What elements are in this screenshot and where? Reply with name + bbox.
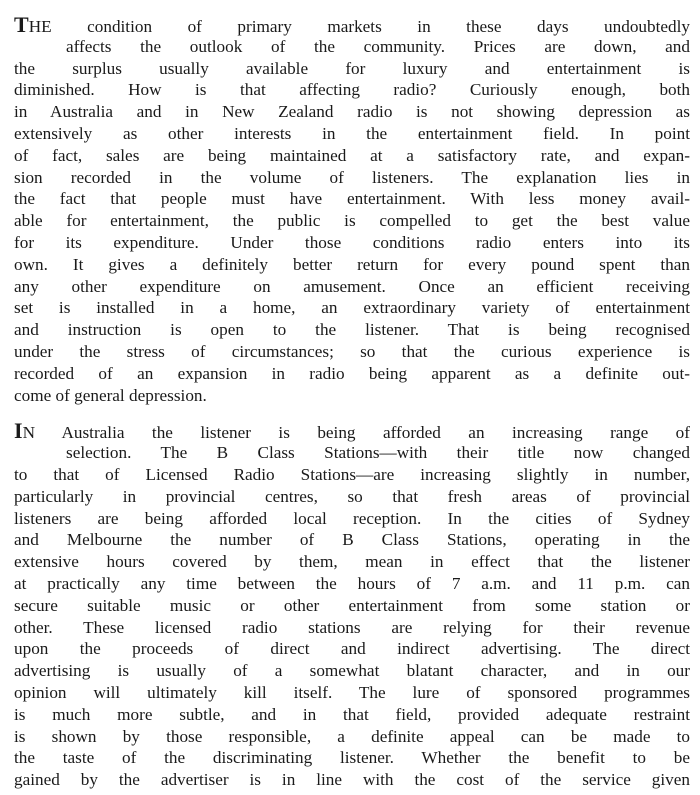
text-line: in Australia and in New Zealand radio is not showing depression as xyxy=(14,102,690,122)
text-line: gained by the advertiser is in line with the cost of the service given xyxy=(14,770,690,790)
text-line xyxy=(14,14,690,36)
text-line: diminished. How is that affecting radio? Curiously enough, both xyxy=(14,80,690,100)
text-line: of fact, sales are being maintained at a satisfactory rate, and expan- xyxy=(14,145,690,165)
text-line: set is installed in a home, an extraordinary variety of entertainment xyxy=(14,298,690,318)
text-line: able for entertainment, the public is compelled to get the best value xyxy=(14,211,690,231)
text-line: the surplus usually available for luxury and entertainment is xyxy=(14,58,690,78)
text-line: selection. The B Class Stations—with their title now changed xyxy=(66,443,690,463)
text-line: upon the proceeds of direct and indirect advertising. The direct xyxy=(14,639,690,659)
text-line: to that of Licensed Radio Stations—are increasing slightly in number, xyxy=(14,464,690,484)
text-line: recorded of an expansion in radio being apparent as a definite out- xyxy=(14,363,690,383)
text-line: come of general depression. xyxy=(14,385,207,405)
text-line: the fact that people must have entertainment. With less money avail- xyxy=(14,189,690,209)
text-line: secure suitable music or other entertainment from some station or xyxy=(14,595,690,615)
text-line-content: HE condition of primary markets in these days undoubtedly xyxy=(28,17,690,36)
text-line: particularly in provincial centres, so that fresh areas of provincial xyxy=(14,486,690,506)
text-line: at practically any time between the hours of 7 a.m. and 11 p.m. can xyxy=(14,573,690,593)
text-line: and Melbourne the number of B Class Stations, operating in the xyxy=(14,530,690,550)
text-line: extensive hours covered by them, mean in effect that the listener xyxy=(14,552,690,572)
text-line: extensively as other interests in the entertainment field. In point xyxy=(14,123,690,143)
text-line xyxy=(14,420,690,442)
text-line: sion recorded in the volume of listeners. The explanation lies in xyxy=(14,167,690,187)
drop-cap: I xyxy=(14,418,23,444)
text-line: own. It gives a definitely better return for every pound spent than xyxy=(14,254,690,274)
text-line: under the stress of circumstances; so that the curious experience is xyxy=(14,341,690,361)
text-line-content: N Australia the listener is being afforded an increasing range of xyxy=(22,423,690,443)
article xyxy=(14,14,690,791)
text-line: advertising is usually of a somewhat blatant character, and in our xyxy=(14,661,690,681)
text-line: is much more subtle, and in that field, provided adequate restraint xyxy=(14,704,690,724)
paragraph-australian-stations xyxy=(14,420,690,791)
paragraph-market-conditions xyxy=(14,14,690,406)
text-line: for its expenditure. Under those conditions radio enters into its xyxy=(14,232,690,252)
text-line: the taste of the discriminating listener. Whether the benefit to be xyxy=(14,748,690,768)
text-line: opinion will ultimately kill itself. The lure of sponsored programmes xyxy=(14,682,690,702)
text-line: listeners are being afforded local reception. In the cities of Sydney xyxy=(14,508,690,528)
text-line: and instruction is open to the listener. That is being recognised xyxy=(14,320,690,340)
text-line: affects the outlook of the community. Prices are down, and xyxy=(66,36,690,56)
text-line: other. These licensed radio stations are relying for their revenue xyxy=(14,617,690,637)
text-line: any other expenditure on amusement. Once an efficient receiving xyxy=(14,276,690,296)
text-line: is shown by those responsible, a definite appeal can be made to xyxy=(14,726,690,746)
drop-cap: T xyxy=(14,12,29,37)
